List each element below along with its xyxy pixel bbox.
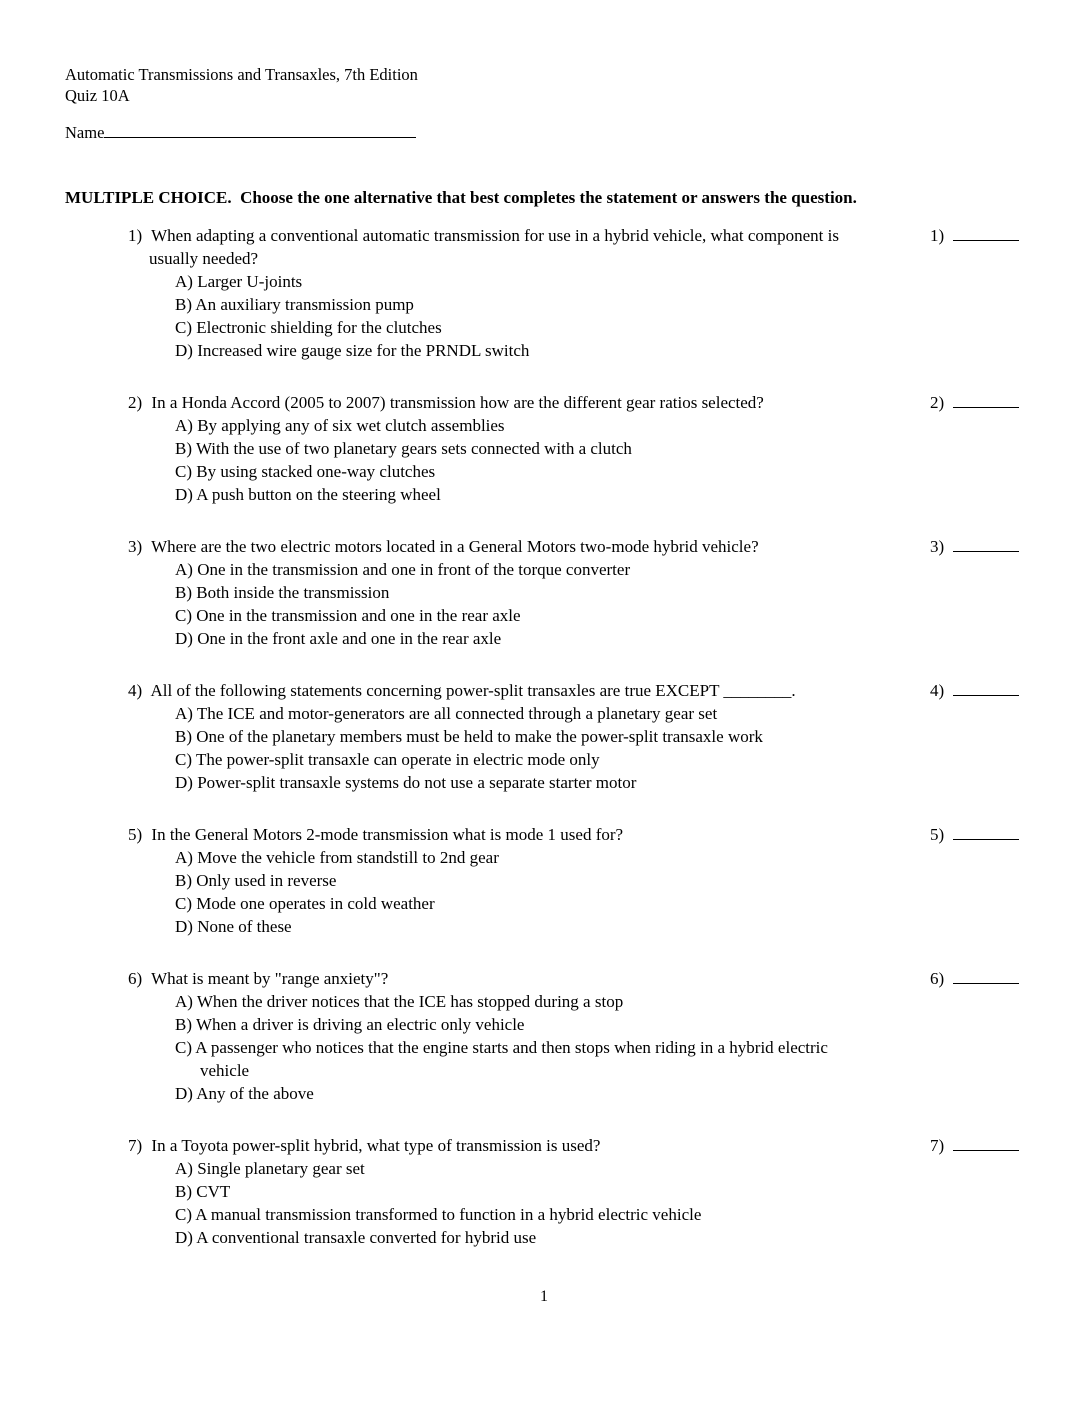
option: D) Power-split transaxle systems do not use a separate starter motor [175, 773, 637, 792]
options-list [175, 1157, 875, 1249]
answer-number: 3) [930, 537, 945, 556]
option: C) Electronic shielding for the clutches [175, 318, 442, 337]
answer-slot [930, 679, 1019, 702]
question-line [128, 679, 883, 702]
answer-slot [930, 391, 1019, 414]
answer-slot [930, 535, 1019, 558]
option: B) With the use of two planetary gears sets connected with a clutch [175, 439, 632, 458]
question-text: When adapting a conventional automatic transmission for use in a hybrid vehicle, what component is usually needed? [147, 226, 839, 268]
answer-blank-line[interactable] [953, 537, 1019, 552]
options-list [175, 702, 875, 794]
question-number: 1) [128, 226, 143, 245]
option: A) Larger U-joints [175, 272, 303, 291]
option: A) By applying any of six wet clutch assemblies [175, 416, 505, 435]
question [128, 823, 945, 938]
answer-blank-line[interactable] [953, 969, 1019, 984]
option: C) A passenger who notices that the engine starts and then stops when riding in a hybrid electric vehicle [175, 1038, 828, 1080]
option: A) When the driver notices that the ICE has stopped during a stop [175, 992, 624, 1011]
answer-number: 6) [930, 969, 945, 988]
question [128, 679, 945, 794]
option: C) A manual transmission transformed to function in a hybrid electric vehicle [175, 1205, 702, 1224]
name-input-line[interactable] [104, 123, 416, 138]
options-list [175, 270, 875, 362]
question-line [128, 535, 883, 558]
option: D) A push button on the steering wheel [175, 485, 441, 504]
options-list [175, 990, 875, 1105]
options-list [175, 846, 875, 938]
question [128, 224, 945, 362]
answer-slot [930, 224, 1019, 247]
question [128, 535, 945, 650]
option: A) Single planetary gear set [175, 1159, 365, 1178]
question-number: 2) [128, 393, 143, 412]
option: D) Any of the above [175, 1084, 314, 1103]
question-line [128, 967, 883, 990]
answer-number: 2) [930, 393, 945, 412]
question-text: In a Toyota power-split hybrid, what type of transmission is used? [147, 1136, 601, 1155]
question-line [128, 224, 883, 270]
answer-slot [930, 967, 1019, 990]
question-number: 4) [128, 681, 143, 700]
option: D) A conventional transaxle converted for hybrid use [175, 1228, 537, 1247]
question-line [128, 823, 883, 846]
options-list [175, 414, 875, 506]
question-line [128, 391, 883, 414]
option: D) Increased wire gauge size for the PRNDL switch [175, 341, 530, 360]
option: B) Both inside the transmission [175, 583, 390, 602]
question [128, 391, 945, 506]
option: B) An auxiliary transmission pump [175, 295, 414, 314]
answer-blank-line[interactable] [953, 226, 1019, 241]
answer-number: 4) [930, 681, 945, 700]
question [128, 967, 945, 1105]
option: B) When a driver is driving an electric only vehicle [175, 1015, 525, 1034]
answer-slot [930, 1134, 1019, 1157]
question-text: All of the following statements concerning power-split transaxles are true EXCEPT ________. [147, 681, 796, 700]
option: C) Mode one operates in cold weather [175, 894, 435, 913]
question-text: What is meant by "range anxiety"? [147, 969, 389, 988]
question-text: In a Honda Accord (2005 to 2007) transmission how are the different gear ratios selected? [147, 393, 764, 412]
name-row [65, 123, 1028, 143]
question-text: In the General Motors 2-mode transmission what is mode 1 used for? [147, 825, 624, 844]
quiz-title: Quiz 10A [65, 86, 130, 105]
answer-blank-line[interactable] [953, 825, 1019, 840]
answer-blank-line[interactable] [953, 1136, 1019, 1151]
question-number: 5) [128, 825, 143, 844]
answer-number: 1) [930, 226, 945, 245]
option: C) One in the transmission and one in the rear axle [175, 606, 521, 625]
options-list [175, 558, 875, 650]
answer-number: 7) [930, 1136, 945, 1155]
book-title: Automatic Transmissions and Transaxles, 7th Edition [65, 65, 418, 84]
answer-blank-line[interactable] [953, 393, 1019, 408]
option: C) The power-split transaxle can operate in electric mode only [175, 750, 600, 769]
option: D) None of these [175, 917, 292, 936]
option: A) One in the transmission and one in front of the torque converter [175, 560, 631, 579]
answer-slot [930, 823, 1019, 846]
document-header [65, 64, 1028, 106]
question-line [128, 1134, 883, 1157]
option: B) Only used in reverse [175, 871, 337, 890]
question-number: 6) [128, 969, 143, 988]
name-label: Name [65, 123, 105, 142]
question [128, 1134, 945, 1249]
answer-number: 5) [930, 825, 945, 844]
instructions-heading: MULTIPLE CHOICE. Choose the one alternative that best completes the statement or answers the question. [65, 188, 857, 207]
option: B) CVT [175, 1182, 231, 1201]
question-number: 3) [128, 537, 143, 556]
option: A) Move the vehicle from standstill to 2nd gear [175, 848, 499, 867]
answer-blank-line[interactable] [953, 681, 1019, 696]
option: C) By using stacked one-way clutches [175, 462, 436, 481]
option: A) The ICE and motor-generators are all connected through a planetary gear set [175, 704, 718, 723]
page-number: 1 [540, 1288, 548, 1305]
option: B) One of the planetary members must be held to make the power-split transaxle work [175, 727, 763, 746]
option: D) One in the front axle and one in the rear axle [175, 629, 502, 648]
question-number: 7) [128, 1136, 143, 1155]
questions-list [65, 224, 1028, 1249]
question-text: Where are the two electric motors located in a General Motors two-mode hybrid vehicle? [147, 537, 759, 556]
